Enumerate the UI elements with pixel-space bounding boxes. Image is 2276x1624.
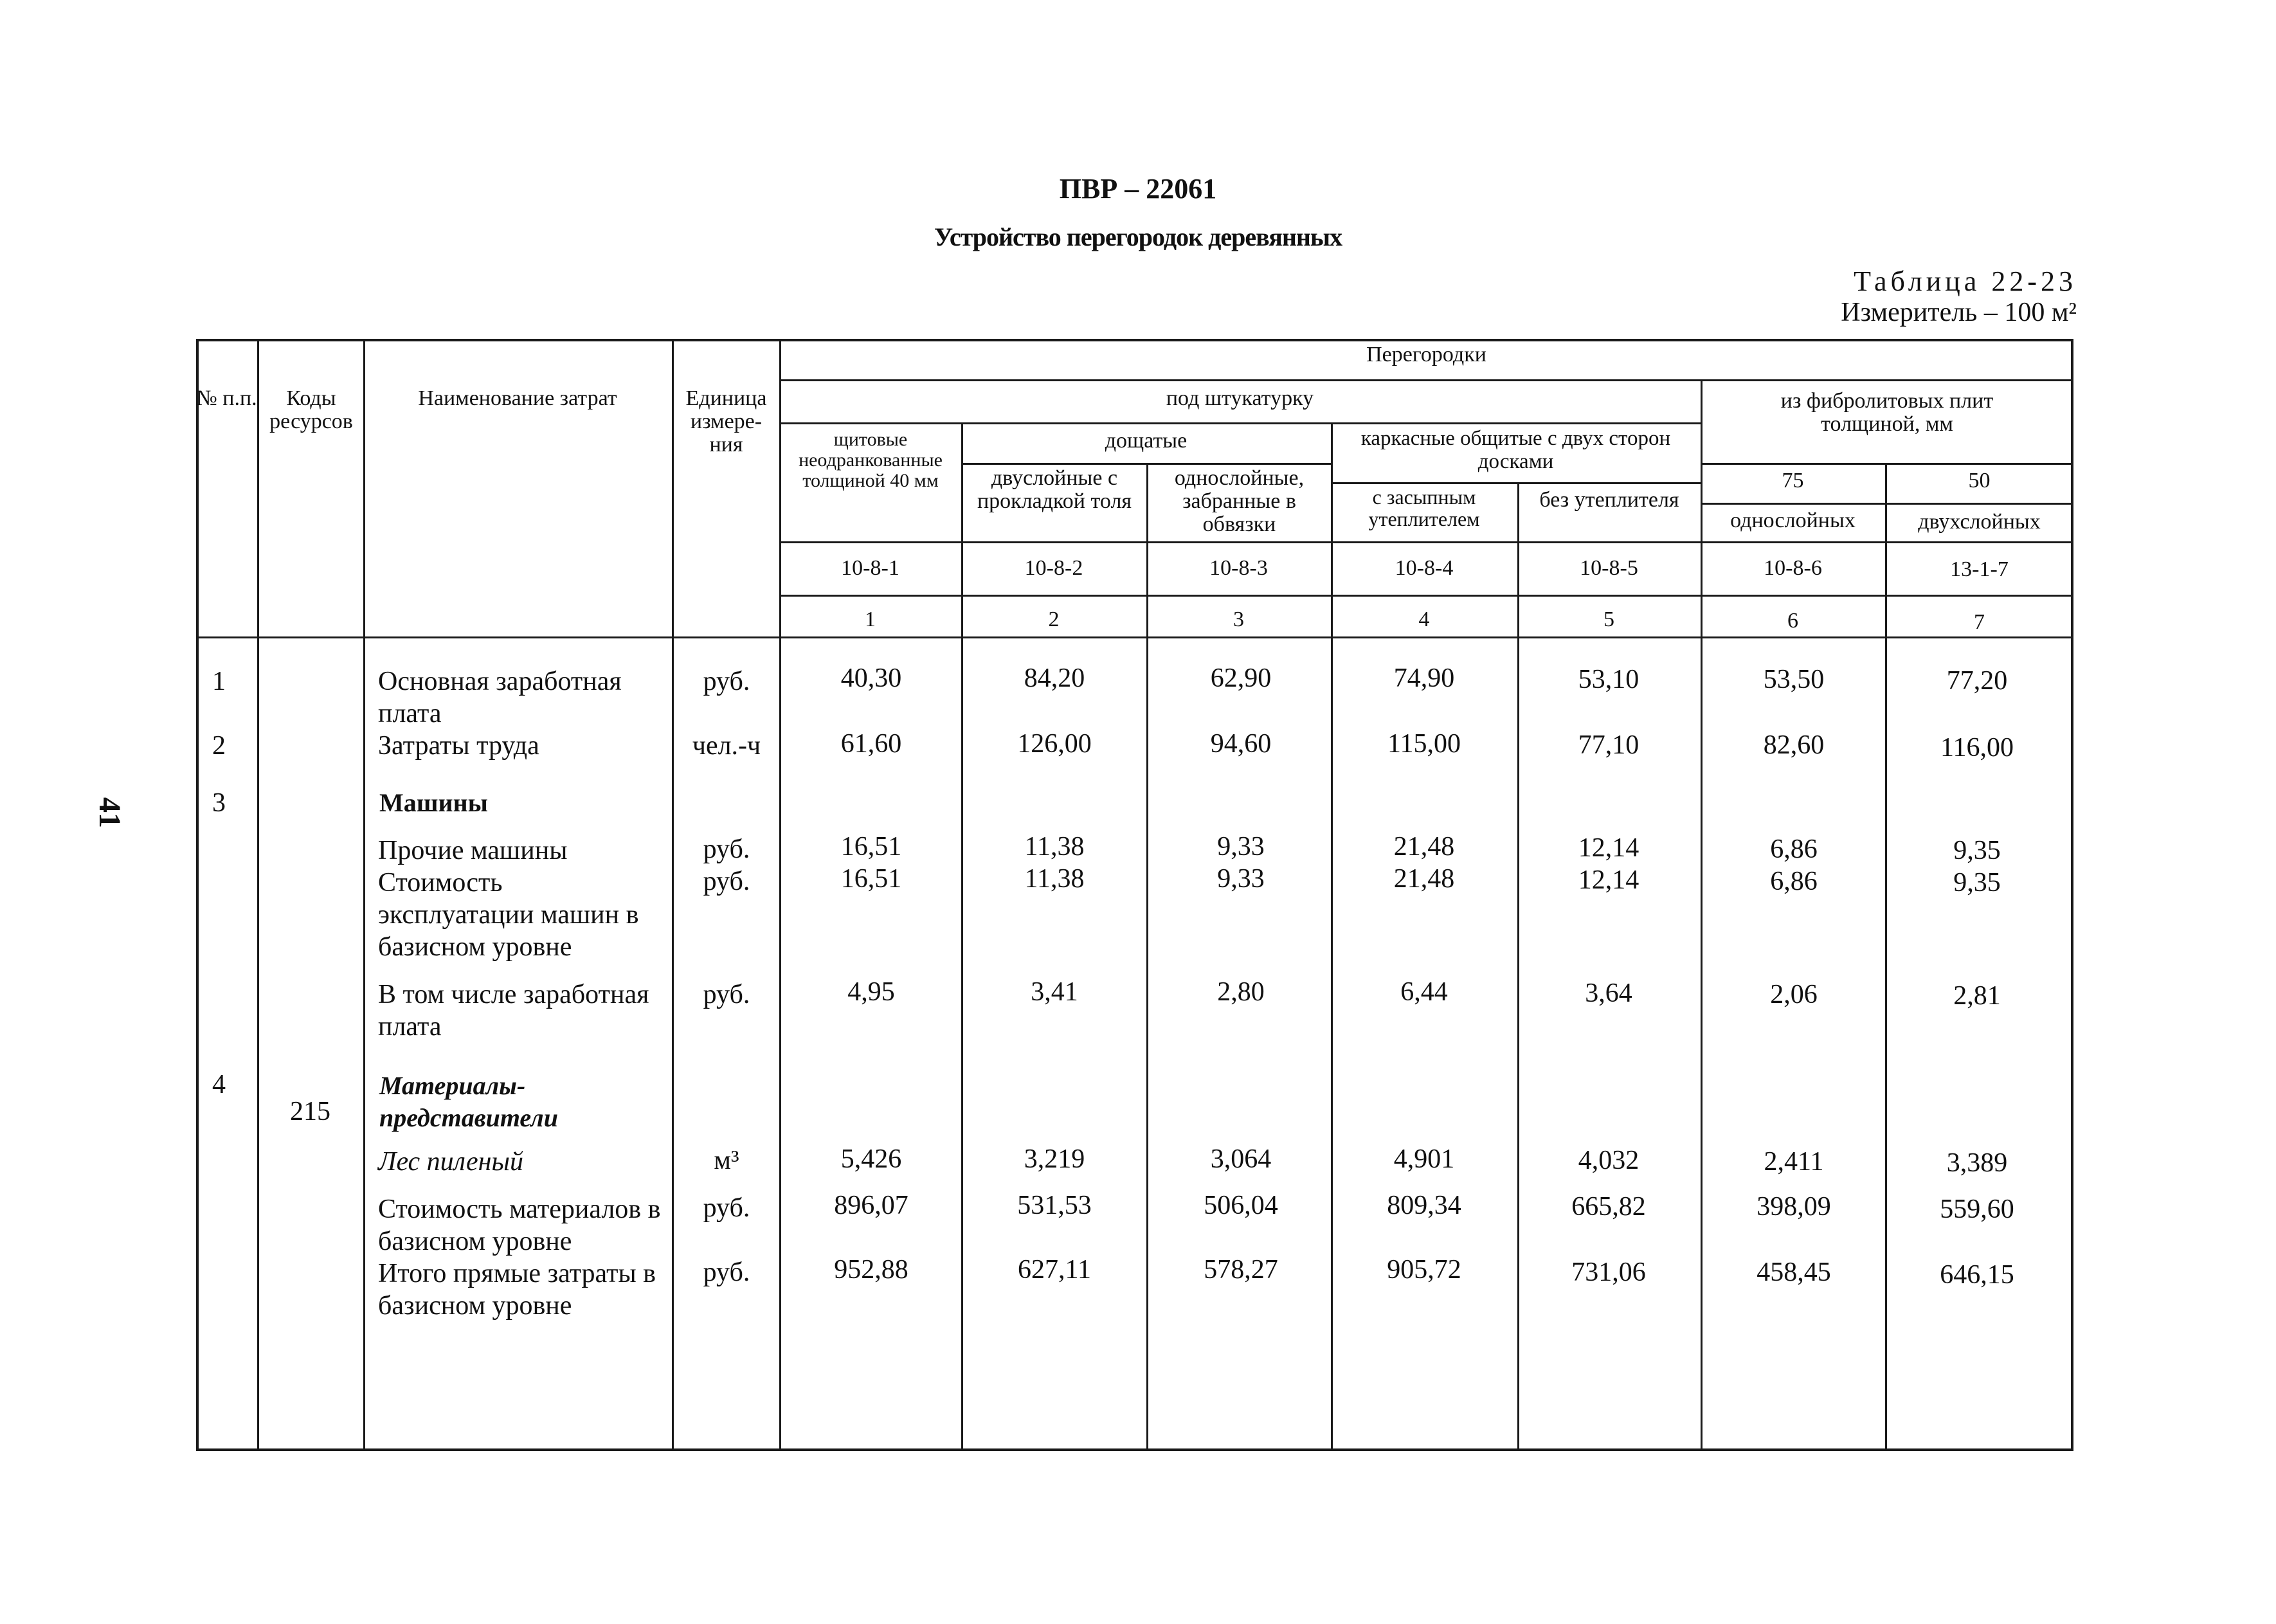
row-name: Стоимость материалов в базисном уровне [378,1195,661,1256]
value-cell: 627,11 [1018,1255,1091,1285]
header-with-fill: с засыпным утеплителем [1368,485,1480,530]
value-cell: 458,45 [1757,1258,1831,1287]
code-cell: 10-8-2 [1024,556,1083,580]
grid-line [363,339,365,1451]
header-plaster: под штукатурку [1166,386,1314,410]
value-cell: 5,426 [840,1144,902,1174]
row-name: Прочие машины [378,836,568,865]
code-cell: 13-1-7 [1950,557,2009,581]
grid-line [961,463,1331,465]
resource-code: 215 [290,1097,330,1126]
row-name: Лес пиленый [378,1147,523,1177]
value-cell: 2,81 [1953,981,2001,1011]
row-number: 1 [212,667,226,696]
grid-line [779,595,2073,597]
header-single-layer: однослойных [1730,509,1856,532]
value-cell: 77,10 [1578,730,1639,760]
value-cell: 116,00 [1940,733,2014,762]
page-number: 41 [93,797,127,828]
header-frame-boards: каркасные общитые с двух сторон досками [1360,427,1671,473]
row-name: Основная заработная плата [378,667,622,728]
doc-code: ПВР – 22061 [1059,173,1217,204]
value-cell: 53,10 [1578,665,1639,694]
header-no-insul: без утеплителя [1539,488,1679,512]
grid-line [257,339,259,1451]
header-single-frame: однослойные, забранные в обвязки [1174,466,1305,536]
header-num: № п.п. [196,386,257,410]
grid-line [779,541,2073,543]
header-planked: дощатые [1105,429,1188,453]
value-cell: 3,64 [1585,979,1632,1008]
value-cell: 646,15 [1940,1260,2014,1290]
value-cell: 6,44 [1400,977,1448,1007]
value-cell: 16,51 [840,832,902,862]
value-cell: 9,33 [1217,864,1265,894]
header-double-tol: двуслойные с прокладкой толя [977,466,1132,513]
value-cell: 506,04 [1204,1191,1278,1220]
row-number: 3 [212,788,226,818]
value-cell: 40,30 [840,663,902,693]
row-number: 4 [212,1070,226,1099]
value-cell: 9,35 [1953,868,2001,898]
value-cell: 11,38 [1024,864,1085,894]
value-cell: 9,33 [1217,832,1265,862]
value-cell: 12,14 [1578,833,1639,863]
header-t50: 50 [1968,469,1991,492]
row-name: В том числе заработная плата [378,980,649,1042]
value-cell: 62,90 [1210,663,1272,693]
value-cell: 896,07 [834,1191,908,1220]
code-cell: 10-8-5 [1580,556,1638,580]
row-section-machines: Машины [379,788,488,817]
grid-line [779,422,1701,424]
value-cell: 84,20 [1024,663,1085,693]
code-cell: 10-8-3 [1209,556,1268,580]
table-number: Таблица 22-23 [1854,266,2077,297]
header-codes: Коды ресурсов [269,386,353,433]
value-cell: 6,86 [1770,835,1818,864]
row-name: Затраты труда [378,731,539,761]
value-cell: 531,53 [1017,1191,1092,1220]
row-name: Итого прямые затраты в базисном уровне [378,1259,656,1321]
col-number: 4 [1418,608,1430,631]
header-partitions: Перегородки [1366,343,1486,366]
grid-line [1701,463,2073,465]
row-unit: руб. [703,1258,750,1287]
value-cell: 559,60 [1940,1195,2014,1224]
value-cell: 3,064 [1210,1144,1272,1174]
value-cell: 6,86 [1770,867,1818,896]
grid-line [1331,482,1701,484]
code-cell: 10-8-6 [1764,556,1822,580]
value-cell: 398,09 [1757,1192,1831,1222]
grid-line [1701,503,2073,505]
row-unit: руб. [703,1193,750,1223]
value-cell: 809,34 [1387,1191,1461,1220]
value-cell: 53,50 [1763,665,1825,694]
value-cell: 4,901 [1393,1144,1455,1174]
value-cell: 2,80 [1217,977,1265,1007]
grid-line [196,636,2073,638]
header-shield: щитовые неодранкованные толщиной 40 мм [799,429,943,491]
row-unit: руб. [703,835,750,864]
value-cell: 2,411 [1764,1147,1824,1177]
row-unit: руб. [703,667,750,696]
code-cell: 10-8-1 [841,556,899,580]
value-cell: 16,51 [840,864,902,894]
value-cell: 115,00 [1387,729,1461,759]
row-unit: чел.-ч [692,731,761,761]
doc-title: Устройство перегородок деревянных [934,222,1342,251]
row-unit: руб. [703,980,750,1009]
row-unit: руб. [703,867,750,896]
value-cell: 94,60 [1210,729,1272,759]
grid-line [1701,379,1702,1451]
value-cell: 578,27 [1204,1255,1278,1285]
value-cell: 3,41 [1031,977,1078,1007]
col-number: 7 [1974,610,1985,634]
header-t75: 75 [1782,469,1804,492]
value-cell: 74,90 [1393,663,1455,693]
col-number: 1 [865,608,876,631]
value-cell: 952,88 [834,1255,908,1285]
col-number: 3 [1233,608,1244,631]
row-name: Стоимость эксплуатации машин в базисном уровне [378,868,639,962]
row-section-materials: Материалы-представители [379,1071,558,1132]
value-cell: 3,219 [1024,1144,1085,1174]
value-cell: 77,20 [1946,666,2008,696]
value-cell: 11,38 [1024,832,1085,862]
value-cell: 21,48 [1393,832,1455,862]
col-number: 6 [1787,609,1798,633]
header-fibro: из фибролитовых плит толщиной, мм [1780,389,1994,436]
value-cell: 2,06 [1770,980,1818,1009]
value-cell: 61,60 [840,729,902,759]
header-double-layer: двухслойных [1918,510,2041,534]
value-cell: 4,032 [1578,1146,1639,1175]
value-cell: 731,06 [1571,1258,1646,1287]
value-cell: 905,72 [1387,1255,1461,1285]
row-unit: м³ [714,1146,739,1175]
grid-line [672,339,674,1451]
value-cell: 126,00 [1017,729,1092,759]
col-number: 2 [1048,608,1060,631]
header-unit: Единица измере-ния [685,386,767,456]
value-cell: 9,35 [1953,836,2001,865]
code-cell: 10-8-4 [1395,556,1454,580]
value-cell: 12,14 [1578,865,1639,895]
grid-line [779,379,2073,381]
header-name: Наименование затрат [418,386,617,410]
value-cell: 665,82 [1571,1192,1646,1222]
measure-unit: Измеритель – 100 м² [1841,298,2077,327]
row-number: 2 [212,731,226,761]
value-cell: 4,95 [847,977,895,1007]
col-number: 5 [1603,608,1614,631]
value-cell: 3,389 [1946,1148,2008,1178]
value-cell: 21,48 [1393,864,1455,894]
value-cell: 82,60 [1763,730,1825,760]
